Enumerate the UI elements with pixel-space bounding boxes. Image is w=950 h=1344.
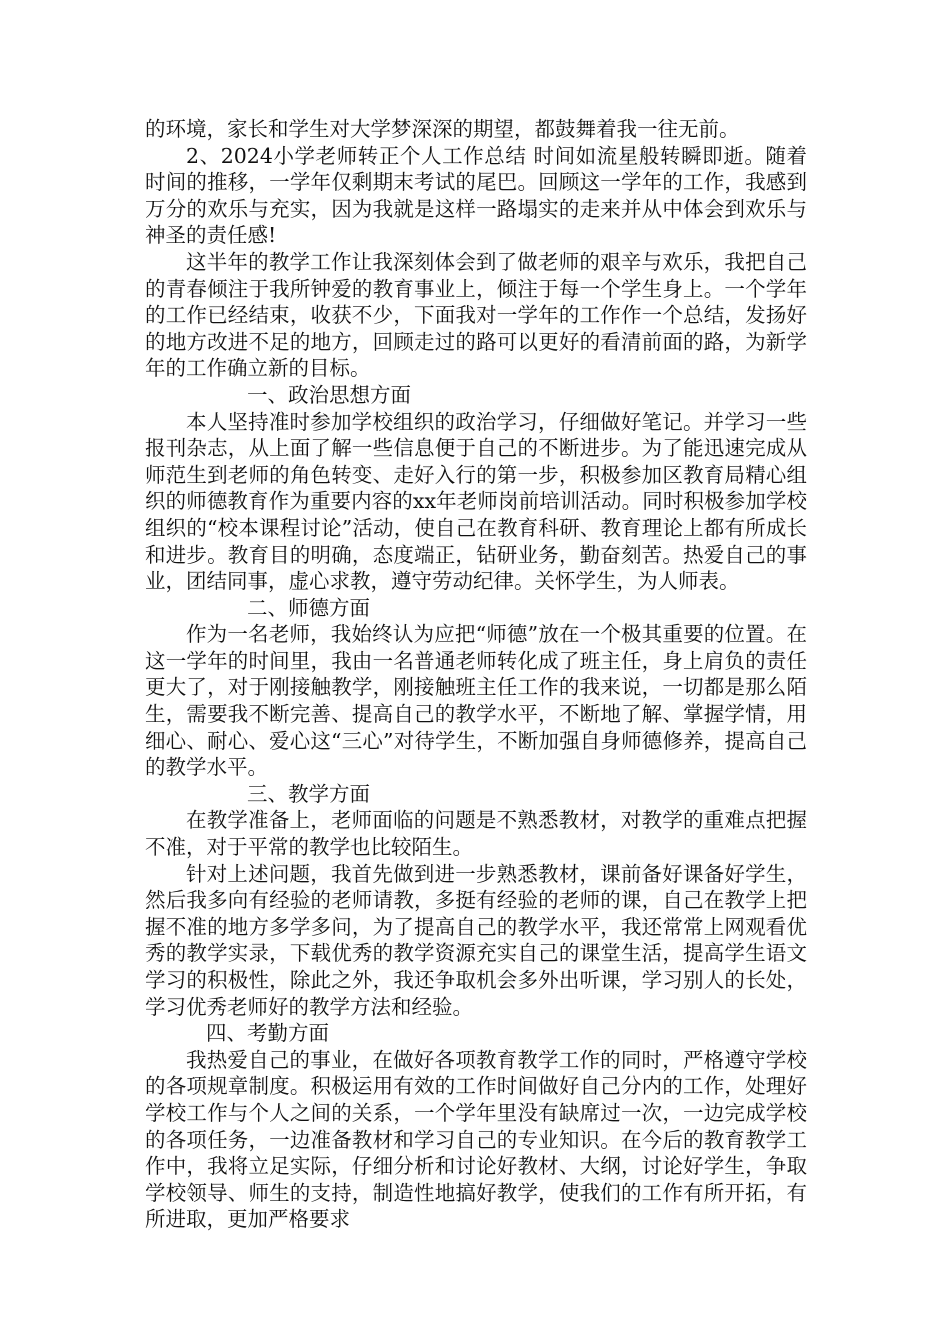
paragraph-attendance: 我热爱自己的事业，在做好各项教育教学工作的同时，严格遵守学校的各项规章制度。积极运用有效的工作时间做好自己分内的工作，处理好学校工作与个人之间的关系，一个学年里没有缺席过一次，一边完成学校的各项任务，一边准备教材和学习自己的专业知识。在今后的教育教学工作中，我将立足实际，仔细分析和讨论好教材、大纲，讨论好学生，争取学校领导、师生的支持，制造性地搞好教学，使我们的工作有所开拓，有所进取，更加严格要求 xyxy=(145,1047,807,1232)
paragraph-continued: 的环境，家长和学生对大学梦深深的期望，都鼓舞着我一往无前。 xyxy=(145,117,740,141)
paragraph-half-year: 这半年的教学工作让我深刻体会到了做老师的艰辛与欢乐，我把自己的青春倾注于我所钟爱的教育事业上，倾注于每一个学生身上。一个学年的工作已经结束，收获不少，下面我对一学年的工作作一个总结，发扬好的地方改进不足的地方，回顾走过的路可以更好的看清前面的路，为新学年的工作确立新的目标。 xyxy=(145,249,807,381)
paragraph-summary-intro: 2、2024小学老师转正个人工作总结 时间如流星般转瞬即逝。随着时间的推移，一学年仅剩期末考试的尾巴。回顾这一学年的工作，我感到万分的欢乐与充实，因为我就是这样一路塌实的走来并从中体会到欢乐与神圣的责任感! xyxy=(145,143,807,248)
paragraph-politics: 本人坚持准时参加学校组织的政治学习，仔细做好笔记。并学习一些报刊杂志，从上面了解一些信息便于自己的不断进步。为了能迅速完成从师范生到老师的角色转变、走好入行的第一步，积极参加区教育局精心组织的师德教育作为重要内容的xx年老师岗前培训活动。同时积极参加学校组织的“校本课程讨论”活动，使自己在教育科研、教育理论上都有所成长和进步。教育目的明确，态度端正，钻研业务，勤奋刻苦。热爱自己的事业，团结同事，虚心求教，遵守劳动纪律。关怀学生，为人师表。 xyxy=(145,409,807,594)
section-heading-politics: 一、政治思想方面 xyxy=(247,382,411,407)
paragraph-teaching-response: 针对上述问题，我首先做到进一步熟悉教材，课前备好课备好学生，然后我多向有经验的老师请教，多挺有经验的老师的课，自己在教学上把握不准的地方多学多问，为了提高自己的教学水平，我还常常上网观看优秀的教学实录，下载优秀的教学资源充实自己的课堂生活，提高学生语文学习的积极性，除此之外，我还争取机会多外出听课，学习别人的长处，学习优秀老师好的教学方法和经验。 xyxy=(145,861,807,1019)
paragraph-ethics: 作为一名老师，我始终认为应把“师德”放在一个极其重要的位置。在这一学年的时间里，我由一名普通老师转化成了班主任，身上肩负的责任更大了，对于刚接触教学，刚接触班主任工作的我来说，一切都是那么陌生，需要我不断完善、提高自己的教学水平，不断地了解、掌握学情，用细心、耐心、爱心这“三心”对待学生，不断加强自身师德修养，提高自己的教学水平。 xyxy=(145,622,807,780)
section-heading-teaching: 三、教学方面 xyxy=(247,781,370,806)
section-heading-attendance: 四、考勤方面 xyxy=(206,1021,329,1046)
document-page xyxy=(145,116,807,1233)
section-heading-ethics: 二、师德方面 xyxy=(247,595,370,620)
paragraph-teaching-prep: 在教学准备上，老师面临的问题是不熟悉教材，对教学的重难点把握不准，对于平常的教学也比较陌生。 xyxy=(145,808,807,860)
